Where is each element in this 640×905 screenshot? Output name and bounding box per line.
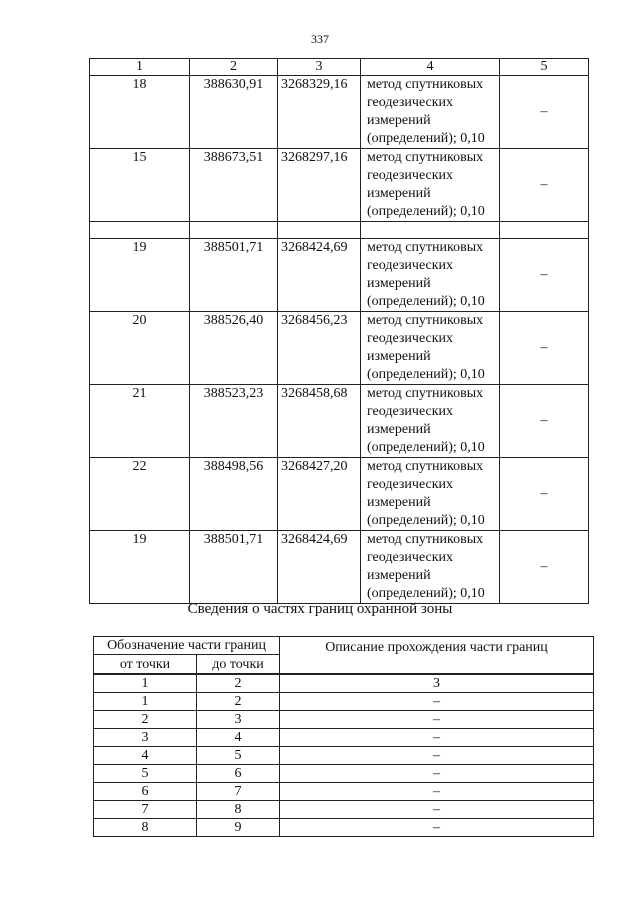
description-cell: – bbox=[500, 76, 589, 149]
method-line: измерений bbox=[367, 422, 431, 437]
empty-cell bbox=[500, 222, 589, 239]
coordinate-y: 3268297,16 bbox=[278, 149, 361, 222]
coordinate-x: 388526,40 bbox=[190, 312, 278, 385]
from-point: 7 bbox=[94, 801, 197, 819]
method-line: измерений bbox=[367, 568, 431, 583]
description-cell: – bbox=[500, 312, 589, 385]
table-row bbox=[94, 711, 594, 729]
method-line: (определений); 0,10 bbox=[367, 586, 485, 601]
coordinate-y: 3268424,69 bbox=[278, 239, 361, 312]
table-row bbox=[90, 531, 589, 604]
table-row bbox=[94, 765, 594, 783]
method-line: (определений); 0,10 bbox=[367, 513, 485, 528]
method-line: геодезических bbox=[367, 258, 454, 273]
method-line: (определений); 0,10 bbox=[367, 204, 485, 219]
column-header: 2 bbox=[190, 59, 278, 76]
method-line: измерений bbox=[367, 349, 431, 364]
method-line: геодезических bbox=[367, 550, 454, 565]
column-header: 1 bbox=[90, 59, 190, 76]
table-row bbox=[90, 239, 589, 312]
from-point: 5 bbox=[94, 765, 197, 783]
method-cell bbox=[361, 385, 500, 458]
part-description: – bbox=[280, 783, 594, 801]
to-point: 9 bbox=[197, 819, 280, 837]
method-line: измерений bbox=[367, 276, 431, 291]
table-row bbox=[90, 76, 589, 149]
coordinate-x: 388630,91 bbox=[190, 76, 278, 149]
from-point: 2 bbox=[94, 711, 197, 729]
table-row bbox=[90, 385, 589, 458]
empty-cell bbox=[190, 222, 278, 239]
description-cell: – bbox=[500, 239, 589, 312]
to-point: 5 bbox=[197, 747, 280, 765]
table-row bbox=[94, 729, 594, 747]
column-header: 5 bbox=[500, 59, 589, 76]
description-cell: – bbox=[500, 385, 589, 458]
to-point: 6 bbox=[197, 765, 280, 783]
from-point: 6 bbox=[94, 783, 197, 801]
column-index: 2 bbox=[197, 674, 280, 693]
method-line: измерений bbox=[367, 495, 431, 510]
coordinate-x: 388523,23 bbox=[190, 385, 278, 458]
table-row bbox=[94, 801, 594, 819]
table-row bbox=[94, 819, 594, 837]
point-number: 20 bbox=[90, 312, 190, 385]
method-line: метод спутниковых bbox=[367, 150, 484, 165]
point-number: 15 bbox=[90, 149, 190, 222]
method-line: метод спутниковых bbox=[367, 459, 484, 474]
method-line: геодезических bbox=[367, 404, 454, 419]
empty-cell bbox=[278, 222, 361, 239]
empty-cell bbox=[361, 222, 500, 239]
method-line: геодезических bbox=[367, 168, 454, 183]
coordinate-y: 3268458,68 bbox=[278, 385, 361, 458]
method-cell bbox=[361, 149, 500, 222]
column-index: 1 bbox=[94, 674, 197, 693]
method-cell bbox=[361, 458, 500, 531]
point-number: 18 bbox=[90, 76, 190, 149]
part-description: – bbox=[280, 819, 594, 837]
coordinate-x: 388673,51 bbox=[190, 149, 278, 222]
column-header: 3 bbox=[278, 59, 361, 76]
to-point: 7 bbox=[197, 783, 280, 801]
point-number: 19 bbox=[90, 239, 190, 312]
method-line: метод спутниковых bbox=[367, 77, 484, 92]
method-line: (определений); 0,10 bbox=[367, 131, 485, 146]
column-index-row bbox=[94, 674, 594, 693]
column-index: 3 bbox=[280, 674, 594, 693]
method-line: (определений); 0,10 bbox=[367, 367, 485, 382]
coordinate-x: 388498,56 bbox=[190, 458, 278, 531]
to-point: 4 bbox=[197, 729, 280, 747]
coordinate-x: 388501,71 bbox=[190, 239, 278, 312]
from-point: 8 bbox=[94, 819, 197, 837]
method-line: метод спутниковых bbox=[367, 386, 484, 401]
method-line: (определений); 0,10 bbox=[367, 440, 485, 455]
column-header: 4 bbox=[361, 59, 500, 76]
method-cell bbox=[361, 76, 500, 149]
description-cell: – bbox=[500, 458, 589, 531]
header-from-point: от точки bbox=[94, 655, 197, 675]
method-cell bbox=[361, 531, 500, 604]
method-line: метод спутниковых bbox=[367, 532, 484, 547]
empty-row bbox=[90, 222, 589, 239]
method-line: измерений bbox=[367, 186, 431, 201]
part-description: – bbox=[280, 711, 594, 729]
description-cell: – bbox=[500, 531, 589, 604]
method-line: метод спутниковых bbox=[367, 313, 484, 328]
section-caption: Сведения о частях границ охранной зоны bbox=[187, 601, 453, 617]
method-cell bbox=[361, 312, 500, 385]
coordinate-y: 3268424,69 bbox=[278, 531, 361, 604]
from-point: 3 bbox=[94, 729, 197, 747]
coordinate-x: 388501,71 bbox=[190, 531, 278, 604]
boundary-parts-table bbox=[93, 636, 594, 837]
method-line: (определений); 0,10 bbox=[367, 294, 485, 309]
to-point: 3 bbox=[197, 711, 280, 729]
method-line: метод спутниковых bbox=[367, 240, 484, 255]
method-line: измерений bbox=[367, 113, 431, 128]
part-description: – bbox=[280, 747, 594, 765]
part-description: – bbox=[280, 801, 594, 819]
method-line: геодезических bbox=[367, 95, 454, 110]
method-line: геодезических bbox=[367, 331, 454, 346]
table-row bbox=[90, 458, 589, 531]
empty-cell bbox=[90, 222, 190, 239]
header-description: Описание прохождения части границ bbox=[280, 637, 594, 675]
page-number: 337 bbox=[311, 32, 329, 46]
method-cell bbox=[361, 239, 500, 312]
table-row bbox=[94, 747, 594, 765]
point-number: 19 bbox=[90, 531, 190, 604]
coordinate-y: 3268456,23 bbox=[278, 312, 361, 385]
part-description: – bbox=[280, 693, 594, 711]
from-point: 1 bbox=[94, 693, 197, 711]
coordinates-table bbox=[89, 58, 589, 604]
to-point: 8 bbox=[197, 801, 280, 819]
table-row bbox=[94, 783, 594, 801]
table-row bbox=[90, 149, 589, 222]
header-to-point: до точки bbox=[197, 655, 280, 675]
header-group-designation: Обозначение части границ bbox=[94, 637, 280, 655]
to-point: 2 bbox=[197, 693, 280, 711]
point-number: 21 bbox=[90, 385, 190, 458]
coordinate-y: 3268329,16 bbox=[278, 76, 361, 149]
part-description: – bbox=[280, 765, 594, 783]
description-cell: – bbox=[500, 149, 589, 222]
table-row bbox=[94, 693, 594, 711]
table-row bbox=[90, 312, 589, 385]
point-number: 22 bbox=[90, 458, 190, 531]
coordinate-y: 3268427,20 bbox=[278, 458, 361, 531]
method-line: геодезических bbox=[367, 477, 454, 492]
coordinates-header-row bbox=[90, 59, 589, 76]
parts-header-row bbox=[94, 637, 594, 655]
from-point: 4 bbox=[94, 747, 197, 765]
part-description: – bbox=[280, 729, 594, 747]
